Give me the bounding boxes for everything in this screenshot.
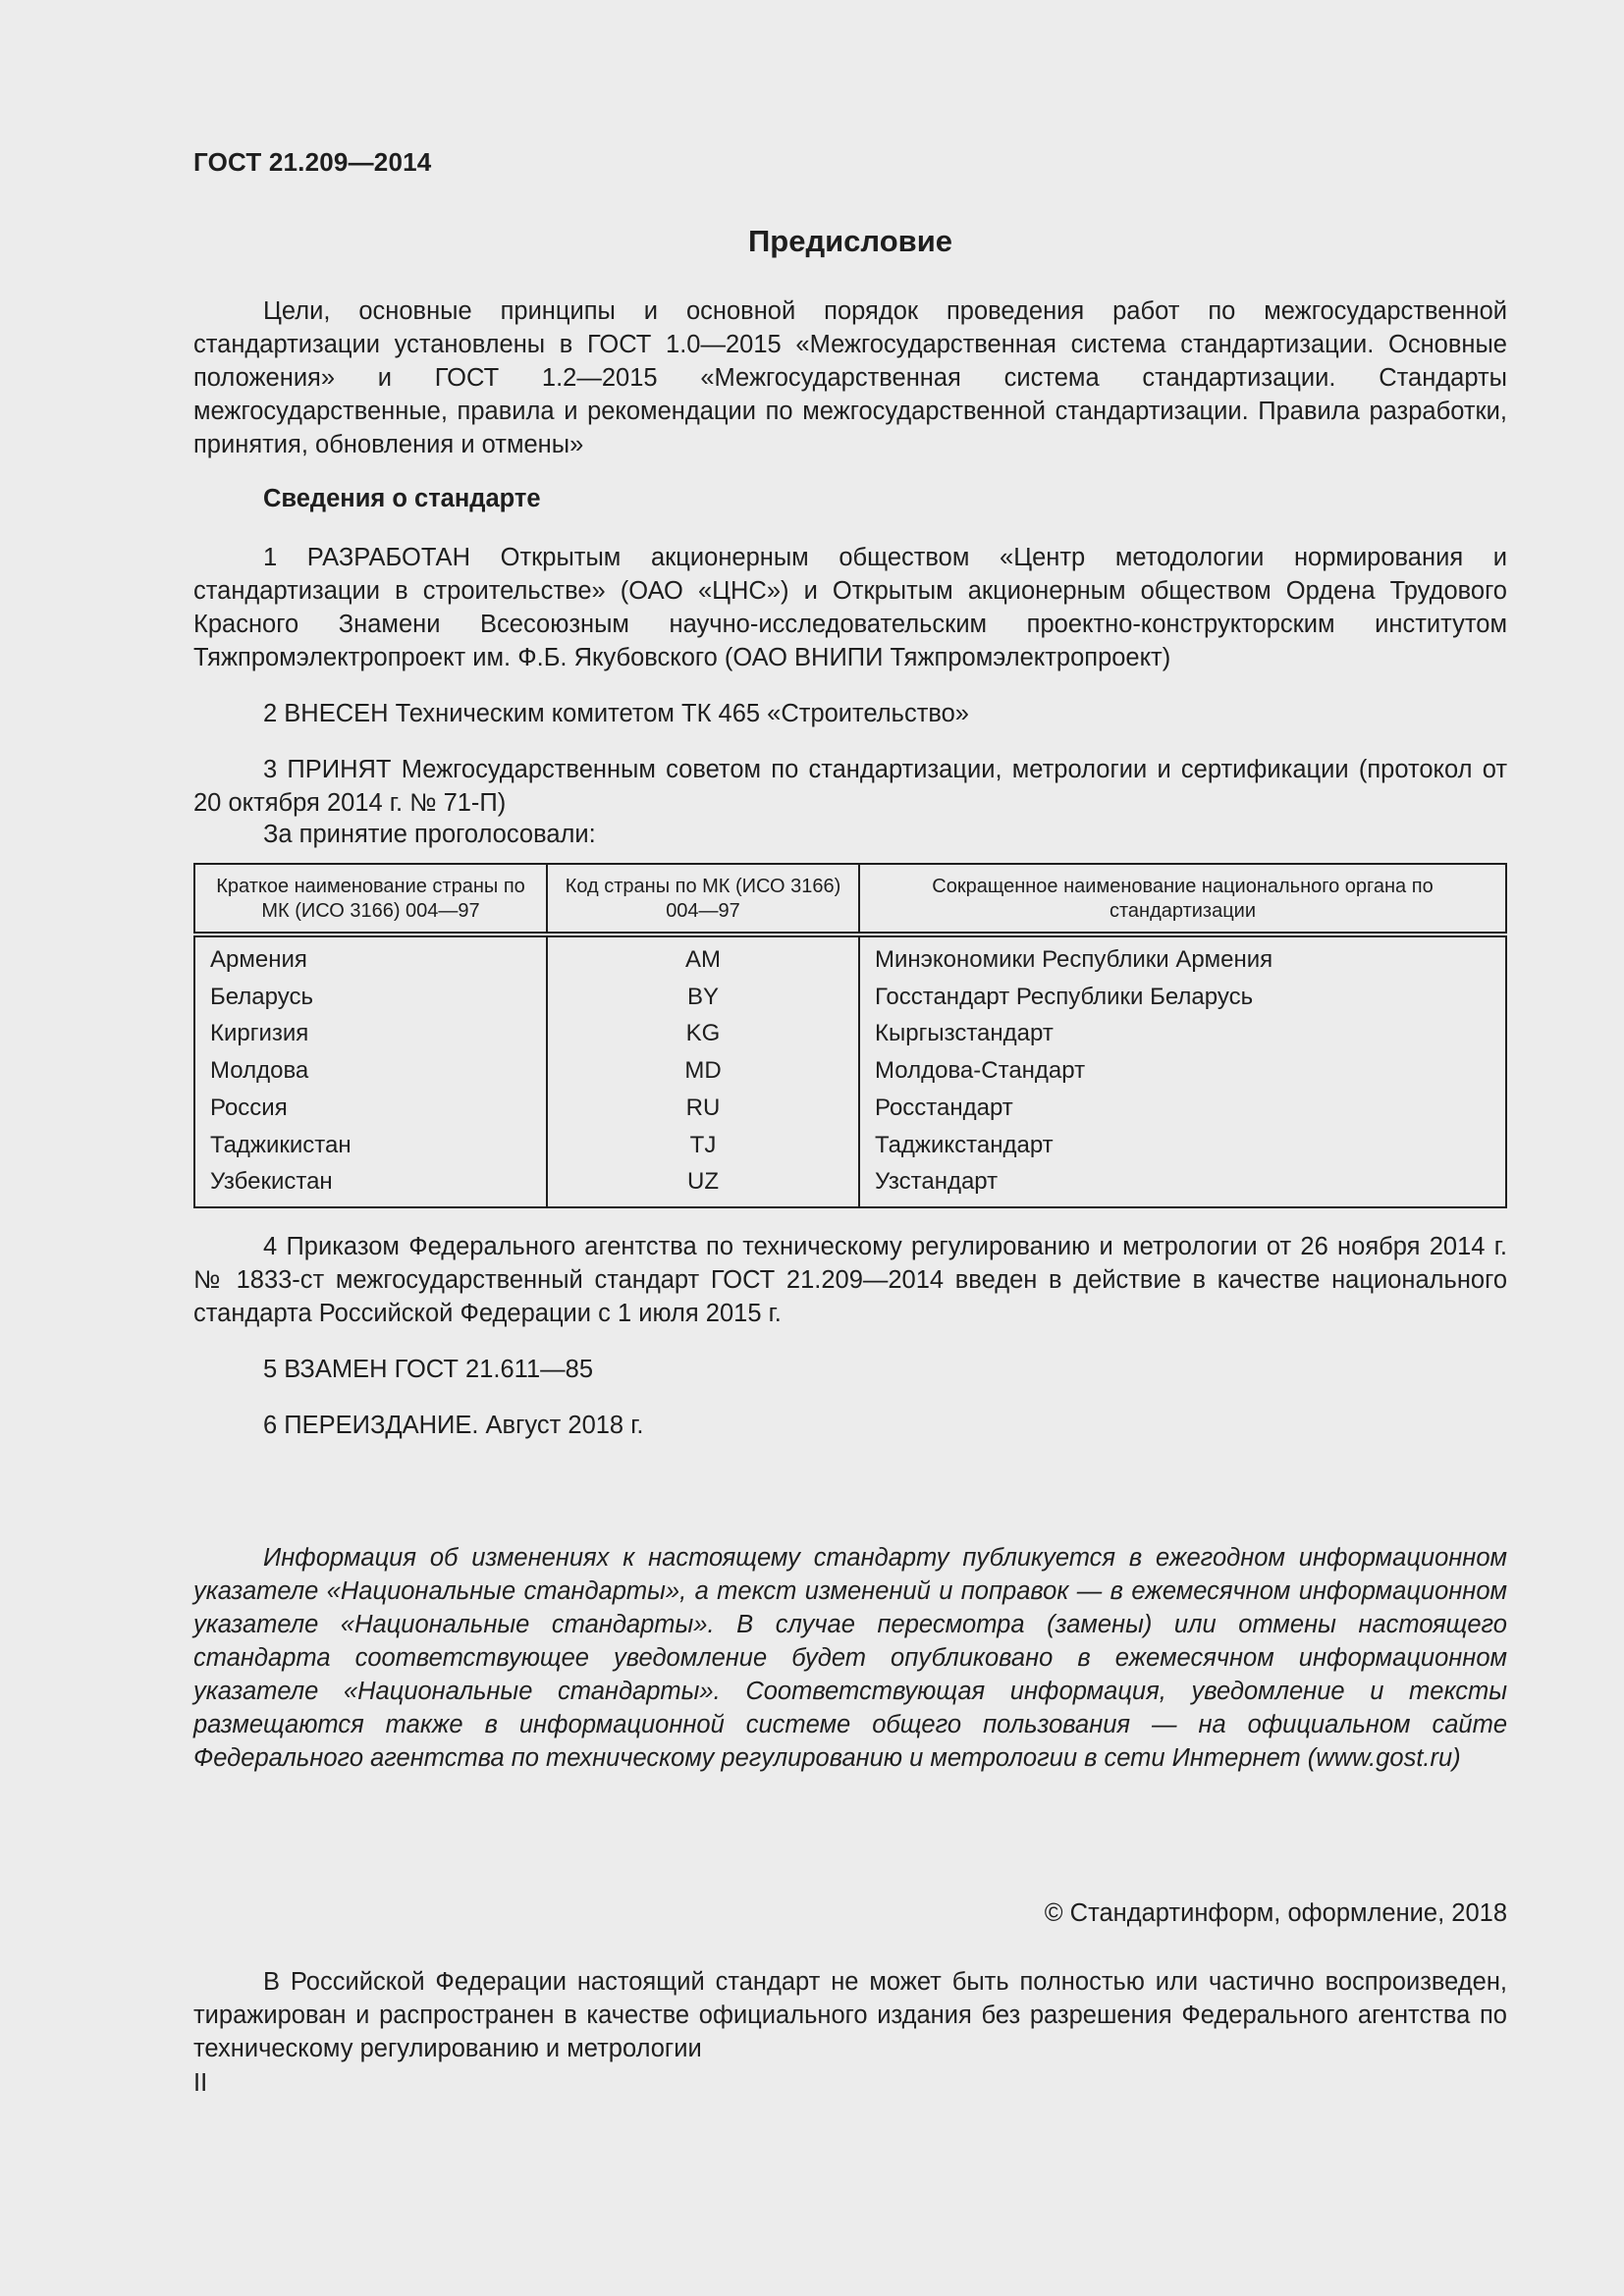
document-code: ГОСТ 21.209—2014	[193, 147, 432, 177]
code-cell: TJ	[547, 1127, 859, 1164]
page-number: II	[193, 2069, 208, 2097]
column-header-code: Код страны по МК (ИСО 3166) 004—97	[547, 864, 859, 934]
table-row	[194, 1015, 1506, 1052]
code-cell: MD	[547, 1052, 859, 1090]
item-reissue: 6 ПЕРЕИЗДАНИЕ. Август 2018 г.	[263, 1412, 644, 1439]
code-cell: KG	[547, 1015, 859, 1052]
item-replaces: 5 ВЗАМЕН ГОСТ 21.611—85	[263, 1356, 593, 1383]
table-row	[194, 1052, 1506, 1090]
item-introduced: 2 ВНЕСЕН Техническим комитетом ТК 465 «Строительство»	[263, 700, 969, 727]
country-cell: Таджикистан	[194, 1127, 547, 1164]
copyright-line: © Стандартинформ, оформление, 2018	[1044, 1899, 1507, 1927]
body-cell: Таджикстандарт	[875, 1131, 1054, 1158]
country-cell: Узбекистан	[194, 1163, 547, 1207]
info-heading: Сведения о стандарте	[263, 485, 541, 512]
reproduction-notice: В Российской Федерации настоящий стандарт не может быть полностью или частично воспроизведен, тиражирован и распространен в качестве официального издания без разрешения Федерального агентства по техническому регулированию и метрологии	[193, 1968, 1507, 2062]
body-cell: Молдова-Стандарт	[875, 1057, 1086, 1085]
page-title: Предисловие	[747, 224, 952, 258]
country-cell: Молдова	[194, 1052, 547, 1090]
column-header-body: Сокращенное наименование национального органа по стандартизации	[859, 864, 1506, 934]
code-cell: AM	[547, 934, 859, 979]
table-row	[194, 1163, 1506, 1207]
change-notice: Информация об изменениях к настоящему стандарту публикуется в ежегодном информационном указателе «Национальные стандарты», а текст изменений и поправок — в ежемесячном информационном указателе «Национальные стандарты». В случае пересмотра (замены) или отмены настоящего стандарта соответствующее уведомление будет опубликовано в ежемесячном информационном указателе «Национальные стандарты». Соответствующая информация, уведомление и тексты размещаются также в информационной системе общего пользования — на официальном сайте Федерального агентства по техническому регулированию и метрологии в сети Интернет (www.gost.ru)	[193, 1544, 1507, 1772]
body-cell: Кыргызстандарт	[875, 1020, 1054, 1047]
body-cell: Минэкономики Республики Армения	[875, 946, 1273, 973]
voted-label: За принятие проголосовали:	[263, 821, 596, 848]
item-developed: 1 РАЗРАБОТАН Открытым акционерным обществом «Центр методологии нормирования и стандартизации в строительстве» (ОАО «ЦНС») и Открытым акционерным обществом Ордена Трудового Красного Знамени Всесоюзным научно-исследовательским проектно-конструкторским институтом Тяжпромэлектропроект им. Ф.Б. Якубовского (ОАО ВНИПИ Тяжпромэлектропроект)	[193, 544, 1507, 671]
table-row	[194, 934, 1506, 979]
country-cell: Россия	[194, 1090, 547, 1127]
country-cell: Беларусь	[194, 979, 547, 1016]
body-cell: Госстандарт Республики Беларусь	[875, 983, 1254, 1010]
column-header-country: Краткое наименование страны по МК (ИСО 3166) 004—97	[194, 864, 547, 934]
item-adopted: 3 ПРИНЯТ Межгосударственным советом по стандартизации, метрологии и сертификации (протокол от 20 октября 2014 г. № 71-П)	[193, 756, 1507, 817]
table-header-row	[194, 864, 1506, 934]
country-cell: Армения	[194, 934, 547, 979]
table-row	[194, 1090, 1506, 1127]
body-cell: Росстандарт	[875, 1094, 1013, 1121]
code-cell: RU	[547, 1090, 859, 1127]
country-cell: Киргизия	[194, 1015, 547, 1052]
code-cell: BY	[547, 979, 859, 1016]
table-row	[194, 1127, 1506, 1164]
body-cell: Узстандарт	[875, 1168, 999, 1196]
code-cell: UZ	[547, 1163, 859, 1207]
member-states-table	[193, 863, 1507, 1208]
intro-paragraph: Цели, основные принципы и основной порядок проведения работ по межгосударственной стандартизации установлены в ГОСТ 1.0—2015 «Межгосударственная система стандартизации. Основные положения» и ГОСТ 1.2—2015 «Межгосударственная система стандартизации. Стандарты межгосударственные, правила и рекомендации по межгосударственной стандартизации. Правила разработки, принятия, обновления и отмены»	[193, 297, 1507, 458]
item-enacted: 4 Приказом Федерального агентства по техническому регулированию и метрологии от 26 ноября 2014 г. № 1833-ст межгосударственный стандарт ГОСТ 21.209—2014 введен в действие в качестве национального стандарта Российской Федерации с 1 июля 2015 г.	[193, 1233, 1507, 1327]
table-row	[194, 979, 1506, 1016]
